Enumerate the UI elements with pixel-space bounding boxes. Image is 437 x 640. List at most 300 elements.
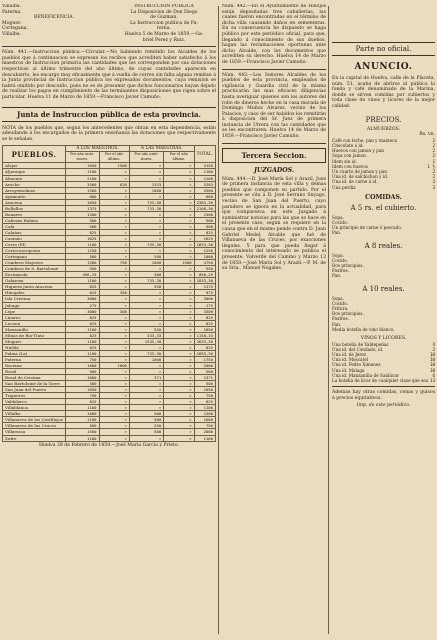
menu-item: Sopa. bbox=[332, 214, 344, 220]
total-cell: 1375 bbox=[194, 284, 215, 290]
total-cell: 2383,30 bbox=[194, 199, 215, 205]
amount-cell: 1100 bbox=[66, 338, 99, 344]
amount-cell: » bbox=[99, 320, 129, 326]
amount-cell: 333,33 bbox=[129, 332, 163, 338]
item-label: Una id. Malaga bbox=[332, 367, 365, 373]
amount-cell: 500 bbox=[129, 417, 163, 423]
menu-item: Pan. bbox=[332, 321, 342, 327]
pueblo-name: Niebla bbox=[3, 344, 66, 350]
amount-cell: » bbox=[164, 326, 194, 332]
pueblo-name: Bollullos bbox=[3, 205, 66, 211]
total-cell: 500 bbox=[194, 217, 215, 223]
item-price: 10 bbox=[429, 357, 435, 363]
anuncio-text: En la capital de Huelva, calle de la Placeta, núm. 51, acaba de abrirse al público la fonda y café denominado de la Marina, donde se sirven comidas por cubiertos y toda clase de vinos y licores de la mejor calidad. bbox=[332, 76, 435, 109]
total-cell: 1600 bbox=[194, 417, 215, 423]
pueblo-name: Cortegana bbox=[3, 254, 66, 260]
amount-cell: » bbox=[129, 296, 163, 302]
debts-table bbox=[2, 145, 216, 441]
instruccion-line: briel Perez y Ruiz. bbox=[142, 37, 186, 43]
total-cell: 4750 bbox=[194, 260, 215, 266]
amount-cell: » bbox=[164, 193, 194, 199]
amount-cell: » bbox=[99, 175, 129, 181]
amount-cell: » bbox=[164, 235, 194, 241]
amount-cell: » bbox=[164, 399, 194, 405]
amount-cell: » bbox=[164, 429, 194, 435]
header-line: Villalba. bbox=[2, 4, 21, 9]
pueblo-name: Lepe bbox=[3, 308, 66, 314]
item-label: Un cuarto de jamon y pan bbox=[332, 168, 388, 174]
amount-cell: 500 bbox=[66, 223, 99, 229]
menu-item: Pan. bbox=[332, 230, 342, 236]
amount-cell: » bbox=[99, 405, 129, 411]
pueblo-name: Villalba bbox=[3, 411, 66, 417]
amount-cell: » bbox=[99, 338, 129, 344]
amount-cell: 1500 bbox=[66, 260, 99, 266]
amount-cell: » bbox=[99, 356, 129, 362]
amount-cell: » bbox=[129, 229, 163, 235]
column-middle bbox=[222, 4, 326, 636]
col-sub: Por año ante-riores. bbox=[129, 152, 163, 163]
junta-title: Junta de Instruccion pública de esta provincia. bbox=[2, 107, 216, 122]
item-price: 10 bbox=[429, 367, 435, 373]
item-price: 13 bbox=[429, 378, 435, 384]
instruccion-title: INSTRUCCION PUBLICA bbox=[134, 4, 194, 9]
pueblo-name: Rosal de Cristina bbox=[3, 375, 66, 381]
amount-cell: » bbox=[99, 223, 129, 229]
col-total: TOTAL. bbox=[194, 146, 215, 163]
amount-cell: » bbox=[164, 393, 194, 399]
total-cell: 825 bbox=[194, 344, 215, 350]
amount-cell: » bbox=[164, 242, 194, 248]
total-cell: 1833,30 bbox=[194, 350, 215, 356]
amount-cell: 825 bbox=[66, 284, 99, 290]
total-cell: 3300 bbox=[194, 308, 215, 314]
total-cell: 856,25 bbox=[194, 272, 215, 278]
vinos-heading: VINOS Y LICORES. bbox=[360, 336, 407, 342]
amount-cell: 1100 bbox=[66, 278, 99, 284]
amount-cell: 550 bbox=[66, 266, 99, 272]
amount-cell: 1000 bbox=[66, 375, 99, 381]
amount-cell: » bbox=[164, 369, 194, 375]
total-cell: 825 bbox=[194, 314, 215, 320]
pueblo-name: Bonares bbox=[3, 211, 66, 217]
item-label: Una perdiz bbox=[332, 184, 356, 190]
amount-cell: 1100 bbox=[66, 350, 99, 356]
menu-item: Un principio de carne ó pescado. bbox=[332, 225, 403, 231]
amount-cell: » bbox=[99, 211, 129, 217]
amount-cell: 1250 bbox=[66, 248, 99, 254]
amount-cell: » bbox=[99, 332, 129, 338]
amount-cell: 733,30 bbox=[129, 278, 163, 284]
nota-paragraph: NOTA de los pueblos que, segun los antecedentes que obran en esta dependencia, están adeudando á los encargados de la primera enseñanza las dotaciones que respectivamente se le señalan. bbox=[2, 125, 216, 142]
amount-cell: 550 bbox=[129, 284, 163, 290]
amount-cell: 750 bbox=[66, 356, 99, 362]
amount-cell: » bbox=[164, 284, 194, 290]
amount-cell: » bbox=[129, 308, 163, 314]
item-label: Una botella de Valdepeñas bbox=[332, 341, 389, 347]
amount-cell: » bbox=[99, 217, 129, 223]
amount-cell: 620 bbox=[99, 181, 129, 187]
total-cell: 1100 bbox=[194, 405, 215, 411]
amount-cell: » bbox=[99, 242, 129, 248]
amount-cell: 1000 bbox=[129, 260, 163, 266]
amount-cell: » bbox=[164, 362, 194, 368]
item-label: Sopa con jamon bbox=[332, 153, 366, 159]
amount-cell: 371 bbox=[129, 375, 163, 381]
item-label: Una id. Pedro Ximenez bbox=[332, 362, 381, 368]
amount-cell: » bbox=[99, 350, 129, 356]
pueblo-name: Rosal bbox=[3, 369, 66, 375]
header-line: Moguer. bbox=[2, 20, 22, 26]
pueblo-name: Paterna bbox=[3, 356, 66, 362]
amount-cell: » bbox=[99, 199, 129, 205]
comidas-heading: COMIDAS. bbox=[365, 193, 402, 201]
pueblo-name: Trigueros bbox=[3, 393, 66, 399]
pueblo-name: Encinasola bbox=[3, 272, 66, 278]
item-price: 2 bbox=[432, 174, 435, 180]
total-cell: 2633,30 bbox=[194, 338, 215, 344]
amount-cell: » bbox=[164, 423, 194, 429]
menu-item: Pan. bbox=[332, 273, 342, 279]
amount-cell: » bbox=[99, 375, 129, 381]
pueblo-name: Cala bbox=[3, 223, 66, 229]
anuncio-heading: ANUNCIO. bbox=[354, 62, 413, 72]
item-price: 3 bbox=[432, 184, 435, 190]
amount-cell: » bbox=[164, 405, 194, 411]
amount-cell: » bbox=[129, 266, 163, 272]
pueblo-name: Lucena bbox=[3, 320, 66, 326]
amount-cell: 1533,30 bbox=[129, 338, 163, 344]
amount-cell: » bbox=[129, 193, 163, 199]
reales-10-heading: A 10 reales. bbox=[362, 284, 405, 293]
pueblo-name: Aracena bbox=[3, 199, 66, 205]
header-line: Cortegana. bbox=[2, 26, 28, 32]
amount-cell: 750 bbox=[99, 260, 129, 266]
amount-cell: 275 bbox=[66, 302, 99, 308]
amount-cell: » bbox=[129, 381, 163, 387]
vino-item bbox=[332, 378, 435, 383]
amount-cell: » bbox=[129, 163, 163, 169]
amount-cell: » bbox=[164, 229, 194, 235]
menu-item: Postres. bbox=[332, 316, 349, 322]
header-line: Villalba. bbox=[2, 31, 21, 37]
amount-cell: 1100 bbox=[66, 242, 99, 248]
menu-item: Cocido. bbox=[332, 219, 348, 225]
amount-cell: » bbox=[99, 187, 129, 193]
amount-cell: » bbox=[99, 411, 129, 417]
total-cell: 275 bbox=[194, 302, 215, 308]
vinos-list bbox=[332, 342, 435, 384]
column-left bbox=[2, 4, 216, 636]
amount-cell: 733,30 bbox=[129, 199, 163, 205]
col-sub: Por el año último. bbox=[99, 152, 129, 163]
pueblo-name: Galaroza bbox=[3, 278, 66, 284]
closing-text: Ademas hay otras comidas, cenas y guisos á precios equitativos. bbox=[332, 390, 435, 401]
amount-cell: 3000 bbox=[66, 296, 99, 302]
amount-cell: » bbox=[99, 344, 129, 350]
pueblo-name: Linares bbox=[3, 314, 66, 320]
amount-cell: 1500 bbox=[164, 260, 194, 266]
amount-cell: » bbox=[164, 217, 194, 223]
pueblo-name: Almonte bbox=[3, 175, 66, 181]
total-cell: 1250 bbox=[194, 248, 215, 254]
amount-cell: » bbox=[164, 411, 194, 417]
amount-cell: 456,25 bbox=[66, 272, 99, 278]
pueblo-name: Aljaraque bbox=[3, 169, 66, 175]
rs-vn-label: Rs. vn. bbox=[419, 132, 435, 138]
amount-cell: » bbox=[129, 435, 163, 441]
pueblo-name: Cabezas Rubias bbox=[3, 217, 66, 223]
amount-cell: » bbox=[99, 284, 129, 290]
amount-cell: 625 bbox=[66, 290, 99, 296]
notice-442: Núm. 442.—En el Ayuntamiento de Hinojos están depositadas tres caballerías, las cuales fueron encontradas en el término de dicha villa causando daños en sementeras. En su consecuencia he dispuesto se haga público por este periódico oficial, para que, llegando á conocimiento de sus dueños, hagan las reclamaciones oportunas ante dicho Alcalde, con los documentos que acrediten su derecho. Huelva 14 de Marzo de 1859.—Francisco Javier Camuño. bbox=[222, 4, 326, 65]
pueblo-name: Isla Cristina bbox=[3, 296, 66, 302]
amount-cell: » bbox=[129, 248, 163, 254]
item-price: 2 bbox=[432, 137, 435, 143]
col-maestras: A LAS MAESTRAS. bbox=[129, 146, 194, 152]
table-footer: Huelva 28 de Febrero de 1859.—José María García y Prieto. bbox=[39, 442, 179, 448]
amount-cell: 1100 bbox=[66, 417, 99, 423]
amount-cell: » bbox=[129, 344, 163, 350]
amount-cell: » bbox=[129, 405, 163, 411]
amount-cell: 400 bbox=[129, 272, 163, 278]
amount-cell: 1000 bbox=[66, 362, 99, 368]
amount-cell: 600 bbox=[66, 193, 99, 199]
amount-cell: 1100 bbox=[66, 326, 99, 332]
item-price: 4 bbox=[432, 341, 435, 347]
amount-cell: » bbox=[164, 356, 194, 362]
amount-cell: 500 bbox=[66, 217, 99, 223]
pueblo-name: Zufre bbox=[3, 435, 66, 441]
amount-cell: » bbox=[164, 320, 194, 326]
amount-cell: 1650 bbox=[66, 163, 99, 169]
amount-cell: 1100 bbox=[66, 405, 99, 411]
amount-cell: » bbox=[99, 169, 129, 175]
amount-cell: » bbox=[129, 302, 163, 308]
amount-cell: » bbox=[164, 417, 194, 423]
item-price: 3 bbox=[432, 179, 435, 185]
amount-cell: 825 bbox=[66, 344, 99, 350]
item-price: 2 bbox=[432, 168, 435, 174]
amount-cell: » bbox=[129, 211, 163, 217]
amount-cell: 500 bbox=[66, 369, 99, 375]
pueblo-name: Arroyomolinos bbox=[3, 187, 66, 193]
amount-cell: » bbox=[164, 278, 194, 284]
amount-cell: 1500 bbox=[66, 211, 99, 217]
pueblo-name: Valdelarco bbox=[3, 399, 66, 405]
amount-cell: » bbox=[164, 381, 194, 387]
amount-cell: » bbox=[99, 393, 129, 399]
amount-cell: » bbox=[129, 175, 163, 181]
total-cell: 750 bbox=[194, 423, 215, 429]
almuerzos-list bbox=[332, 138, 435, 190]
pueblo-name: Jabugo bbox=[3, 302, 66, 308]
item-price: 1 bbox=[432, 158, 435, 164]
total-cell: 625 bbox=[194, 399, 215, 405]
pueblo-name: Castaño bbox=[3, 235, 66, 241]
circular-paragraph: Núm. 441.—Instruccion pública.—Circular.—No habiendo remitido los Alcaldes de los pueblos que á continuacion se expresan los recibos que acrediten haber satisfecho á los maestros de Instruccion primaria las cantidades que les corresponden por sus dotaciones respectivas al último trimestre del año último, de cuyas cantidades aparecen en descubierto, les encargo muy eficazmente que á vuelta de correo sin falta alguna remitan á la Junta provincial de Instruccion pública los expresados documentos, cuya remision se habrá omitido por descuido, pues no es de presumir que dichos funcionarios hayan dejado de realizar los pagos en cumplimiento de las terminantes disposiciones que rigen sobre el particular. Huelva 11 de Marzo de 1859.—Francisco Javier Camuño. bbox=[2, 50, 216, 100]
amount-cell: » bbox=[164, 308, 194, 314]
total-cell: 825 bbox=[194, 229, 215, 235]
pueblo-name: Alajar bbox=[3, 163, 66, 169]
reales-8-list bbox=[332, 253, 435, 279]
amount-cell: 500 bbox=[129, 429, 163, 435]
amount-cell: » bbox=[99, 435, 129, 441]
amount-cell: 733,30 bbox=[129, 242, 163, 248]
column-divider bbox=[218, 6, 219, 634]
amount-cell: » bbox=[99, 399, 129, 405]
amount-cell: » bbox=[164, 175, 194, 181]
pueblo-name: Cumbres de S. Bartolomé bbox=[3, 266, 66, 272]
item-price: 10 bbox=[429, 362, 435, 368]
amount-cell: 2100 bbox=[66, 175, 99, 181]
pueblo-name: Corteconcepcion bbox=[3, 248, 66, 254]
item-label: Chocolate á id. bbox=[332, 142, 364, 148]
amount-cell: » bbox=[129, 393, 163, 399]
amount-cell: » bbox=[164, 435, 194, 441]
item-price: 10 bbox=[429, 352, 435, 358]
amount-cell: » bbox=[99, 417, 129, 423]
total-cell: 5283 bbox=[194, 181, 215, 187]
total-cell: 750 bbox=[194, 393, 215, 399]
pueblo-name: Rociana bbox=[3, 362, 66, 368]
imprenta-line: Imp. de este periódico. bbox=[356, 403, 411, 409]
parte-no-oficial-heading: Parte no oficial. bbox=[332, 42, 435, 56]
amount-cell: 1100 bbox=[66, 435, 99, 441]
menu-item: Fritura. bbox=[332, 306, 349, 312]
amount-cell: » bbox=[164, 387, 194, 393]
amount-cell: 1000 bbox=[129, 187, 163, 193]
col-sub: Por el año último. bbox=[164, 152, 194, 163]
amount-cell: » bbox=[129, 399, 163, 405]
amount-cell: 1500 bbox=[66, 429, 99, 435]
menu-item: Cocido. bbox=[332, 257, 348, 263]
col-pueblos: PUEBLOS. bbox=[3, 146, 66, 163]
total-cell: 1625 bbox=[194, 235, 215, 241]
amount-cell: » bbox=[99, 423, 129, 429]
menu-item: Sopa. bbox=[332, 252, 344, 258]
item-price: 1 ½ bbox=[427, 163, 435, 169]
amount-cell: » bbox=[99, 193, 129, 199]
menu-item: Cocido. bbox=[332, 300, 348, 306]
amount-cell: » bbox=[99, 326, 129, 332]
menu-item: Sopa. bbox=[332, 295, 344, 301]
item-price: 6 bbox=[432, 372, 435, 378]
amount-cell: » bbox=[164, 223, 194, 229]
amount-cell: » bbox=[164, 254, 194, 260]
pueblo-name: Moguer bbox=[3, 338, 66, 344]
item-price: 2 bbox=[432, 148, 435, 154]
amount-cell: 750 bbox=[66, 393, 99, 399]
amount-cell: 825 bbox=[66, 229, 99, 235]
amount-cell: » bbox=[99, 278, 129, 284]
amount-cell: » bbox=[164, 375, 194, 381]
cubierto-5-heading: A 5 rs. el cubierto. bbox=[350, 203, 417, 212]
amount-cell: » bbox=[164, 290, 194, 296]
amount-cell: 3000 bbox=[66, 308, 99, 314]
amount-cell: » bbox=[164, 205, 194, 211]
amount-cell: » bbox=[99, 369, 129, 375]
total-cell: 500 bbox=[194, 223, 215, 229]
item-label: Una id. Manzanilla de Sanlúcar bbox=[332, 372, 399, 378]
rule bbox=[222, 69, 326, 70]
pueblo-name: Higuera junto Aracena bbox=[3, 284, 66, 290]
amount-cell: » bbox=[164, 338, 194, 344]
amount-cell: » bbox=[99, 248, 129, 254]
amount-cell: » bbox=[129, 235, 163, 241]
amount-cell: » bbox=[164, 211, 194, 217]
amount-cell: » bbox=[129, 314, 163, 320]
pueblo-name: Villanueva de los Castillejos bbox=[3, 417, 66, 423]
amount-cell: » bbox=[129, 320, 163, 326]
item-label: Una id. de carne á id. bbox=[332, 179, 378, 185]
total-cell: 1750 bbox=[194, 356, 215, 362]
amount-cell: 350 bbox=[99, 290, 129, 296]
amount-cell: » bbox=[164, 296, 194, 302]
rule bbox=[2, 46, 216, 47]
total-cell: 1000 bbox=[194, 254, 215, 260]
total-cell: 1650 bbox=[194, 387, 215, 393]
amount-cell: » bbox=[129, 362, 163, 368]
amount-cell: 550 bbox=[129, 326, 163, 332]
instruccion-line: Huelva 5 de Marzo de 1859.—Ga- bbox=[124, 31, 204, 37]
pueblo-name: Hinojales bbox=[3, 290, 66, 296]
reales-8-heading: A 8 reales. bbox=[364, 241, 403, 250]
amount-cell: » bbox=[99, 266, 129, 272]
menu-item: Postres. bbox=[332, 268, 349, 274]
pueblo-name: San Bartolomé de la Torre bbox=[3, 381, 66, 387]
amount-cell: » bbox=[164, 248, 194, 254]
precios-heading: PRECIOS. bbox=[365, 115, 402, 124]
total-cell: 500 bbox=[194, 369, 215, 375]
total-cell: 1500 bbox=[194, 211, 215, 217]
item-price: 2 bbox=[432, 346, 435, 352]
total-cell: 1158,33 bbox=[194, 332, 215, 338]
pueblo-name: Palma (La) bbox=[3, 350, 66, 356]
total-cell: 1100 bbox=[194, 169, 215, 175]
total-cell: 3150 bbox=[194, 163, 215, 169]
amount-cell: » bbox=[164, 163, 194, 169]
pueblo-name: San Juan del Puerto bbox=[3, 387, 66, 393]
amount-cell: » bbox=[164, 266, 194, 272]
amount-cell: » bbox=[164, 332, 194, 338]
amount-cell: 500 bbox=[66, 381, 99, 387]
amount-cell: 1650 bbox=[66, 387, 99, 393]
table-row bbox=[3, 435, 216, 441]
item-label: Una id. del Condado, id. bbox=[332, 346, 384, 352]
amount-cell: » bbox=[99, 314, 129, 320]
tercera-seccion-heading: Tercera Seccion. bbox=[222, 148, 326, 163]
amount-cell: 1000 bbox=[66, 411, 99, 417]
total-cell: 825 bbox=[194, 320, 215, 326]
header-line: Paterna. bbox=[2, 9, 22, 15]
amount-cell: » bbox=[99, 429, 129, 435]
amount-cell: » bbox=[164, 350, 194, 356]
amount-cell: » bbox=[99, 302, 129, 308]
total-cell: 1650 bbox=[194, 326, 215, 332]
total-cell: 1500 bbox=[194, 411, 215, 417]
amount-cell: » bbox=[99, 387, 129, 393]
total-cell: 1833,30 bbox=[194, 278, 215, 284]
amount-cell: » bbox=[164, 314, 194, 320]
amount-cell: 250 bbox=[129, 423, 163, 429]
amount-cell: » bbox=[129, 223, 163, 229]
amount-cell: 500 bbox=[129, 254, 163, 260]
total-cell: 975 bbox=[194, 290, 215, 296]
amount-cell: » bbox=[129, 290, 163, 296]
total-cell: 2000 bbox=[194, 429, 215, 435]
amount-cell: » bbox=[129, 369, 163, 375]
